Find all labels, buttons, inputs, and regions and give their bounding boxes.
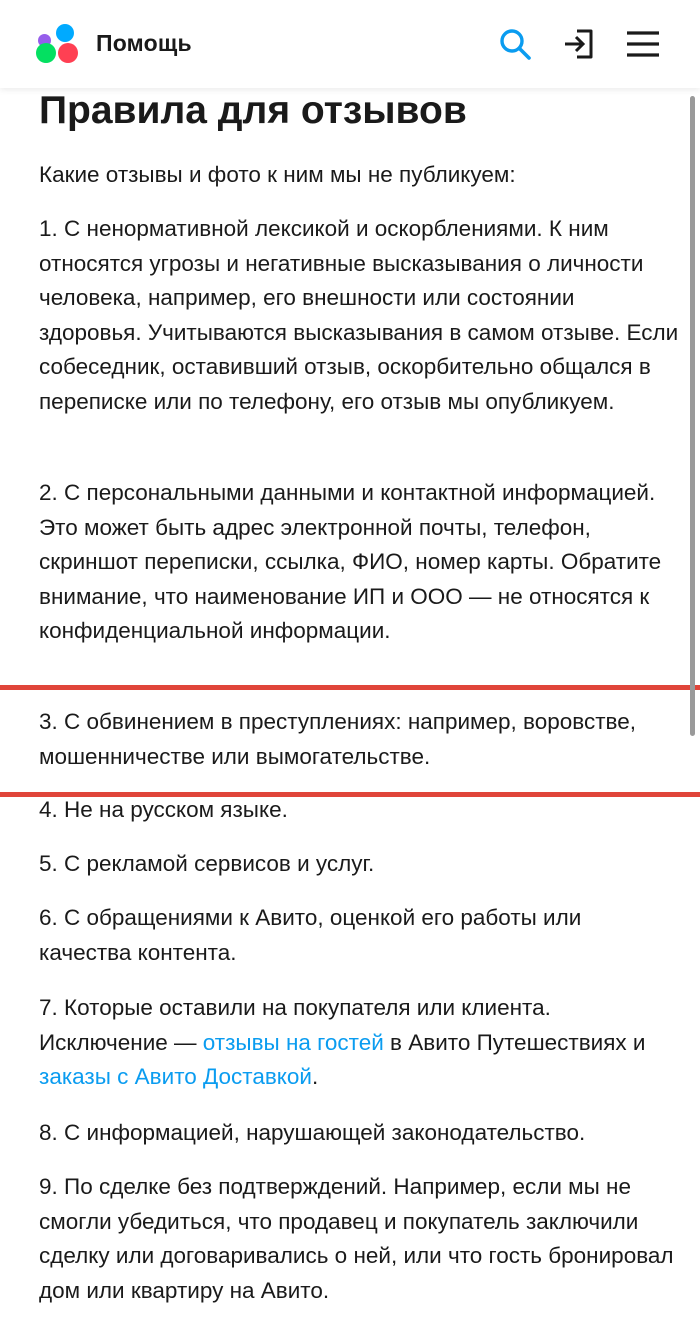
top-bar [0,0,700,88]
highlight-line-bottom [0,792,700,797]
rule-item-7 [39,991,679,1095]
guest-reviews-link[interactable]: отзывы на гостей [202,1029,384,1055]
rule-item-3: 3. С обвинением в преступлениях: например, воровстве, мошенничестве или вымогательстве. [39,709,636,769]
rule-item-7-text-2: в Авито Путешествиях и [383,1029,646,1055]
scrollbar[interactable] [690,96,695,736]
page-title: Правила для отзывов [39,89,467,132]
logo-dot-green [36,43,56,63]
rule-item-7-text: 7. Которые оставили на покупателя или клиента. Исключение — [39,995,551,1055]
login-icon[interactable] [561,26,597,62]
highlight-line-top [0,685,700,690]
rule-item-1: 1. С ненормативной лексикой и оскорблениями. К ним относятся угрозы и негативные высказывания о личности человека, например, его внешности или состоянии здоровья. Учитываются высказывания в самом отзыве. Если собеседник, оставивший отзыв, оскорбительно общался в переписке или по телефону, его отзыв мы опубликуем. [39,216,679,414]
intro-text: Какие отзывы и фото к ним мы не публикуем: [39,162,516,187]
logo-dot-blue [56,24,74,42]
rule-item-2: 2. С персональными данными и контактной информацией. Это может быть адрес электронной почты, телефон, скриншот переписки, ссылка, ФИО, номер карты. Обратите внимание, что наименование ИП и ООО — не относятся к конфиденциальной информации. [39,480,662,644]
rule-item-9: 9. По сделке без подтверждений. Например, если мы не смогли убедиться, что продавец и покупатель заключили сделку или договаривались о ней, или что гость бронировал дом или квартиру на Авито. [39,1174,674,1303]
rule-item-8: 8. С информацией, нарушающей законодательство. [39,1120,586,1145]
menu-icon[interactable] [625,26,661,62]
rule-item-5: 5. С рекламой сервисов и услуг. [39,851,375,876]
brand-title[interactable]: Помощь [96,30,192,56]
avito-logo[interactable] [36,24,80,64]
rule-item-4: 4. Не на русском языке. [39,797,288,822]
logo-dot-red [58,43,78,63]
rule-item-6: 6. С обращениями к Авито, оценкой его работы или качества контента. [39,905,582,965]
avito-delivery-orders-link[interactable]: заказы с Авито Доставкой [39,1064,312,1090]
search-icon[interactable] [497,26,533,62]
rule-item-7-end: . [311,1064,319,1090]
